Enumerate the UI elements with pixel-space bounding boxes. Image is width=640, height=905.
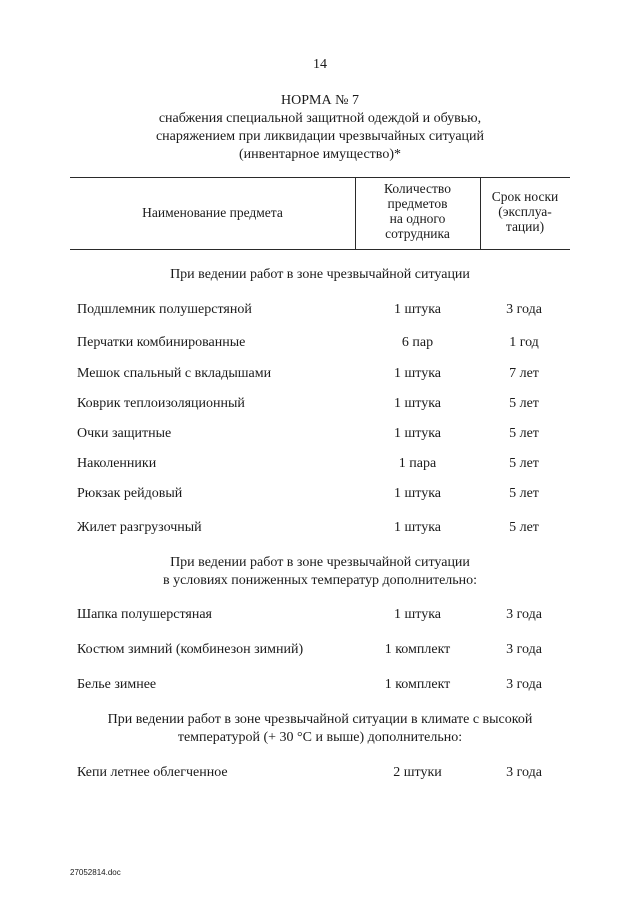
- table-row: [0, 396, 640, 416]
- item-quantity: 1 штука: [393, 520, 442, 535]
- item-quantity: 1 штука: [393, 607, 442, 622]
- item-name: Шапка полушерстяная: [77, 607, 212, 622]
- table-row: [0, 486, 640, 506]
- item-quantity: 1 комплект: [384, 642, 451, 657]
- table-row: [0, 426, 640, 446]
- item-term: 5 лет: [509, 520, 539, 535]
- section-heading: температурой (+ 30 °С и выше) дополнительно:: [177, 730, 463, 745]
- norm-subtitle-line-1: снабжения специальной защитной одеждой и обувью,: [158, 111, 482, 126]
- header-item-name: Наименование предмета: [142, 205, 283, 220]
- table-row: [0, 642, 640, 662]
- table-row: [0, 302, 640, 322]
- item-quantity: 1 штука: [393, 426, 442, 441]
- item-quantity: 1 штука: [393, 486, 442, 501]
- section-heading: При ведении работ в зоне чрезвычайной ситуации: [170, 267, 470, 282]
- header-term-line: тации): [505, 219, 545, 234]
- item-name: Жилет разгрузочный: [77, 520, 202, 535]
- norm-subtitle-line-2: снаряжением при ликвидации чрезвычайных ситуаций: [155, 129, 485, 144]
- item-name: Очки защитные: [77, 426, 172, 441]
- header-quantity-line: предметов: [387, 196, 448, 211]
- item-term: 1 год: [509, 335, 539, 350]
- table-row: [0, 366, 640, 386]
- table-header-bottom-rule: [70, 249, 570, 250]
- item-name: Коврик теплоизоляционный: [77, 396, 245, 411]
- page-number: 14: [313, 57, 327, 72]
- item-name: Перчатки комбинированные: [77, 335, 246, 350]
- item-term: 3 года: [506, 302, 542, 317]
- footer-filename: 27052814.doc: [70, 868, 121, 877]
- section-heading: в условиях пониженных температур дополнительно:: [162, 573, 478, 588]
- section-heading: При ведении работ в зоне чрезвычайной ситуации в климате с высокой: [107, 712, 533, 727]
- item-term: 5 лет: [509, 396, 539, 411]
- item-name: Белье зимнее: [77, 677, 157, 692]
- item-term: 3 года: [506, 765, 542, 780]
- header-wear-term: [480, 189, 570, 234]
- item-name: Костюм зимний (комбинезон зимний): [77, 642, 304, 657]
- header-quantity: [355, 181, 480, 241]
- table-row: [0, 335, 640, 355]
- item-term: 5 лет: [509, 456, 539, 471]
- table-row: [0, 765, 640, 785]
- item-term: 7 лет: [509, 366, 539, 381]
- item-quantity: 6 пар: [401, 335, 434, 350]
- item-name: Мешок спальный с вкладышами: [77, 366, 272, 381]
- item-term: 5 лет: [509, 486, 539, 501]
- table-row: [0, 456, 640, 476]
- item-quantity: 1 штука: [393, 396, 442, 411]
- item-quantity: 2 штуки: [393, 765, 442, 780]
- norm-subtitle-line-3: (инвентарное имущество)*: [239, 147, 401, 162]
- table-top-rule: [70, 177, 570, 178]
- item-quantity: 1 штука: [393, 302, 442, 317]
- norm-title: НОРМА № 7: [281, 93, 359, 108]
- item-term: 3 года: [506, 642, 542, 657]
- header-quantity-line: сотрудника: [385, 226, 450, 241]
- item-quantity: 1 пара: [398, 456, 437, 471]
- item-name: Кепи летнее облегченное: [77, 765, 228, 780]
- header-quantity-line: Количество: [384, 181, 451, 196]
- item-name: Подшлемник полушерстяной: [77, 302, 252, 317]
- table-row: [0, 677, 640, 697]
- header-term-line: Срок носки: [491, 189, 559, 204]
- section-heading: При ведении работ в зоне чрезвычайной ситуации: [170, 555, 470, 570]
- item-term: 5 лет: [509, 426, 539, 441]
- header-term-line: (эксплуа-: [498, 204, 552, 219]
- header-quantity-line: на одного: [389, 211, 446, 226]
- table-row: [0, 607, 640, 627]
- item-name: Рюкзак рейдовый: [77, 486, 183, 501]
- table-row: [0, 520, 640, 540]
- item-quantity: 1 комплект: [384, 677, 451, 692]
- item-term: 3 года: [506, 677, 542, 692]
- item-term: 3 года: [506, 607, 542, 622]
- item-name: Наколенники: [77, 456, 157, 471]
- item-quantity: 1 штука: [393, 366, 442, 381]
